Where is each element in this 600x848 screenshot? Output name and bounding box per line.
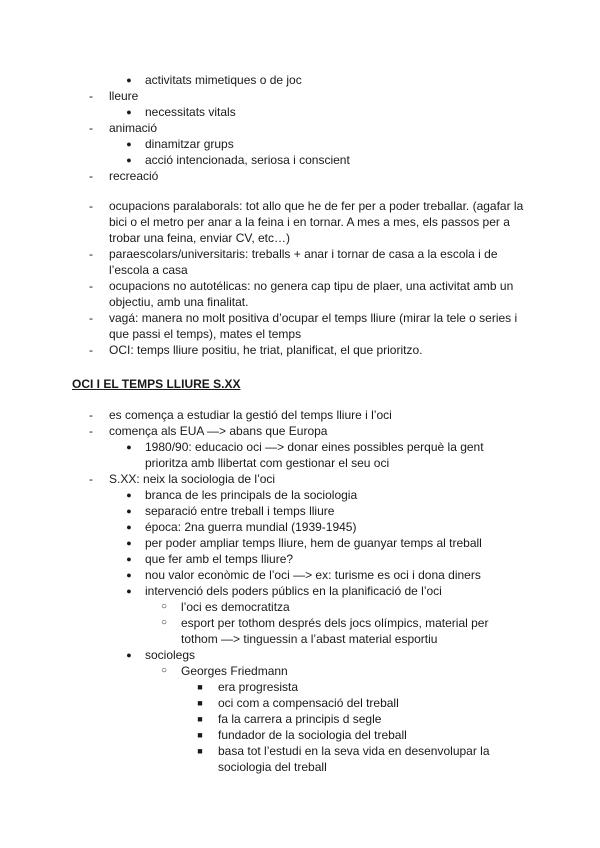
list-item-text: nou valor econòmic de l’oci —> ex: turisme es oci i dona diners	[145, 568, 481, 582]
dash-marker: -	[89, 408, 93, 422]
dash-marker: -	[89, 89, 93, 103]
list-item-text: es comença a estudiar la gestió del temps lliure i l’oci	[109, 408, 392, 422]
list-item-text: sociolegs	[145, 648, 196, 662]
bullet-icon: ●	[126, 650, 132, 660]
bullet-icon: ●	[126, 570, 132, 580]
square-bullet-icon: ■	[197, 714, 203, 724]
list-item-text: per poder ampliar temps lliure, hem de guanyar temps al treball	[145, 536, 482, 550]
list-item-text: tothom —> tinguessin a l’abast material esportiu	[181, 632, 438, 646]
dash-marker: -	[89, 343, 93, 357]
list-item-text: separació entre treball i temps lliure	[145, 504, 335, 518]
bullet-icon: ●	[126, 75, 132, 85]
list-item-text: trobar una feina, enviar CV, etc…)	[109, 231, 290, 245]
list-item-text: ocupacions paralaborals: tot allo que he de fer per a poder treballar. (agafar la	[109, 199, 524, 213]
list-item-text: OCI: temps lliure positiu, he triat, planificat, el que prioritzo.	[109, 343, 423, 357]
square-bullet-icon: ■	[197, 682, 203, 692]
bullet-icon: ●	[126, 107, 132, 117]
list-item-text: oci com a compensació del treball	[218, 696, 399, 710]
bullet-icon: ●	[126, 155, 132, 165]
list-item-text: necessitats vitals	[145, 105, 236, 119]
circle-bullet-icon: ○	[160, 617, 168, 628]
list-item-text: acció intencionada, seriosa i conscient	[145, 153, 350, 167]
list-item-text: prioritza amb llibertat com gestionar el seu oci	[145, 456, 390, 470]
dash-marker: -	[89, 247, 93, 261]
list-item-text: activitats mimetiques o de joc	[145, 73, 302, 87]
dash-marker: -	[89, 121, 93, 135]
circle-bullet-icon: ○	[160, 601, 168, 612]
bullet-icon: ●	[126, 554, 132, 564]
list-item-text: recreació	[109, 169, 159, 183]
list-item-text: época: 2na guerra mundial (1939-1945)	[145, 520, 357, 534]
list-item-text: dinamitzar grups	[145, 137, 234, 151]
square-bullet-icon: ■	[197, 746, 203, 756]
square-bullet-icon: ■	[197, 730, 203, 740]
list-item-text: fa la carrera a principis d segle	[218, 712, 382, 726]
dash-marker: -	[89, 311, 93, 325]
circle-bullet-icon: ○	[160, 665, 168, 676]
list-item-text: objectiu, amb una finalitat.	[109, 295, 249, 309]
list-item-text: basa tot l’estudi en la seva vida en desenvolupar la	[218, 744, 490, 758]
list-item-text: lleure	[109, 89, 139, 103]
list-item-text: paraescolars/universitaris: treballs + anar i tornar de casa a la escola i de	[109, 247, 498, 261]
bullet-icon: ●	[126, 442, 132, 452]
list-item-text: esport per tothom després dels jocs olímpics, material per	[181, 616, 489, 630]
dash-marker: -	[89, 199, 93, 213]
dash-marker: -	[89, 424, 93, 438]
list-item-text: comença als EUA —> abans que Europa	[109, 424, 328, 438]
list-item-text: S.XX: neix la sociologia de l’oci	[109, 472, 276, 486]
list-item-text: intervenció dels poders públics en la planificació de l’oci	[145, 584, 442, 598]
list-item-text: branca de les principals de la sociologia	[145, 488, 358, 502]
list-item-text: sociologia del treball	[218, 760, 327, 774]
list-item-text: 1980/90: educacio oci —> donar eines possibles perquè la gent	[145, 440, 484, 454]
section-heading: OCI I EL TEMPS LLIURE S.XX	[72, 377, 241, 391]
bullet-icon: ●	[126, 538, 132, 548]
list-item-text: animació	[109, 121, 158, 135]
bullet-icon: ●	[126, 522, 132, 532]
list-item-text: era progresista	[218, 680, 299, 694]
list-item-text: vagá: manera no molt positiva d’ocupar el temps lliure (mirar la tele o series i	[109, 311, 518, 325]
list-item-text: l’oci es democratitza	[181, 600, 290, 614]
list-item-text: Georges Friedmann	[181, 664, 288, 678]
list-item-text: que fer amb el temps lliure?	[145, 552, 294, 566]
dash-marker: -	[89, 169, 93, 183]
bullet-icon: ●	[126, 139, 132, 149]
bullet-icon: ●	[126, 490, 132, 500]
list-item-text: que passi el temps), mates el temps	[109, 327, 302, 341]
square-bullet-icon: ■	[197, 698, 203, 708]
list-item-text: l’escola a casa	[109, 263, 188, 277]
list-item-text: fundador de la sociologia del treball	[218, 728, 407, 742]
dash-marker: -	[89, 279, 93, 293]
dash-marker: -	[89, 472, 93, 486]
list-item-text: ocupacions no autotélicas: no genera cap tipu de plaer, una activitat amb un	[109, 279, 514, 293]
list-item-text: bici o el metro per anar a la feina i en tornar. A mes a mes, els passos per a	[109, 215, 510, 229]
bullet-icon: ●	[126, 586, 132, 596]
bullet-icon: ●	[126, 506, 132, 516]
